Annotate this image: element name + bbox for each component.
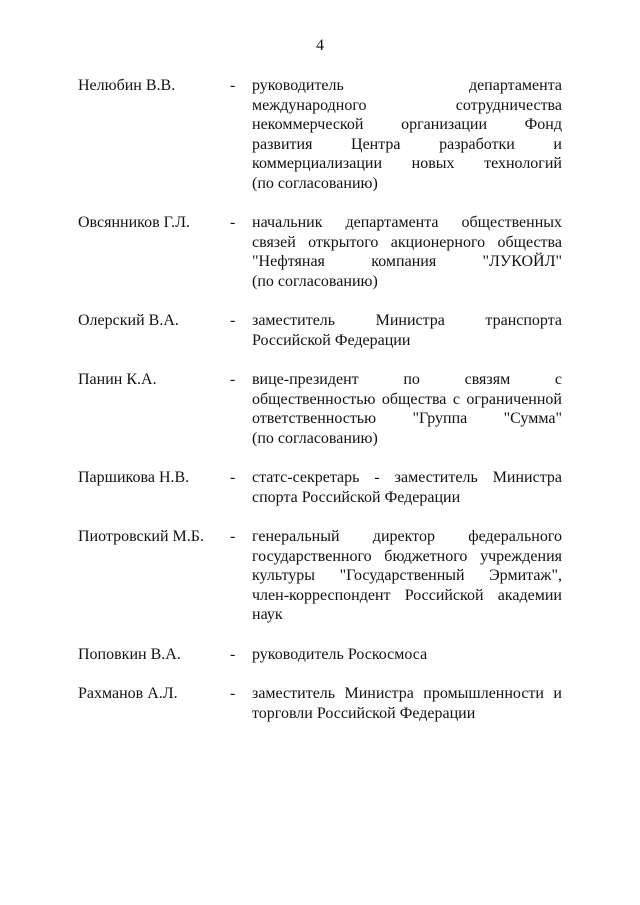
- role-line: заместитель Министра промышленности и: [252, 685, 562, 702]
- member-entry: [78, 370, 562, 448]
- role-line: член-корреспондент Российской академии: [252, 586, 562, 604]
- role-line: заместитель Министра транспорта: [252, 312, 562, 329]
- member-name: Рахманов А.Л.: [78, 685, 178, 702]
- role-line: (по согласованию): [252, 272, 378, 290]
- member-role: [252, 370, 562, 448]
- member-entry: [78, 213, 562, 291]
- role-line: коммерциализации новых технологий: [252, 155, 562, 172]
- separator-dash: -: [230, 469, 236, 486]
- role-line: культуры "Государственный Эрмитаж",: [252, 567, 562, 584]
- member-role: [252, 213, 562, 291]
- separator-dash: -: [230, 685, 236, 702]
- role-line: связей открытого акционерного общества: [252, 233, 562, 251]
- role-line: общественностью общества с ограниченной: [252, 390, 562, 408]
- separator-dash: -: [230, 528, 236, 545]
- separator-dash: -: [230, 214, 236, 231]
- member-list: [78, 76, 562, 743]
- separator-dash: -: [230, 312, 236, 329]
- role-line: (по согласованию): [252, 174, 378, 192]
- role-line: наук: [252, 606, 283, 623]
- member-name: Олерский В.А.: [78, 312, 179, 329]
- role-line: торговли Российской Федерации: [252, 704, 476, 722]
- role-line: спорта Российской Федерации: [252, 488, 461, 506]
- member-role: [252, 468, 562, 507]
- member-entry: [78, 527, 562, 625]
- role-line: некоммерческой организации Фонд: [252, 116, 562, 133]
- page-number: 4: [316, 37, 324, 54]
- separator-dash: -: [230, 645, 236, 663]
- role-line: генеральный директор федерального: [252, 528, 562, 545]
- role-line: вице-президент по связям с: [252, 371, 562, 388]
- member-role: [252, 311, 562, 350]
- member-entry: [78, 684, 562, 723]
- role-line: руководитель департамента: [252, 77, 562, 94]
- member-name: Пиотровский М.Б.: [78, 528, 204, 545]
- role-line: ответственностью "Группа "Сумма": [252, 410, 562, 427]
- role-line: (по согласованию): [252, 429, 378, 447]
- role-line: международного сотрудничества: [252, 96, 562, 114]
- role-line: статс-секретарь - заместитель Министра: [252, 469, 562, 486]
- member-name: Овсянников Г.Л.: [78, 214, 190, 231]
- member-entry: [78, 468, 562, 507]
- member-role: [252, 645, 562, 665]
- role-line: начальник департамента общественных: [252, 214, 562, 231]
- role-line: развития Центра разработки и: [252, 135, 562, 153]
- member-role: [252, 684, 562, 723]
- member-name: Нелюбин В.В.: [78, 77, 176, 94]
- member-name: Панин К.А.: [78, 371, 157, 388]
- role-line: руководитель Роскосмоса: [252, 645, 428, 663]
- role-line: государственного бюджетного учреждения: [252, 547, 562, 565]
- member-role: [252, 76, 562, 193]
- member-entry: [78, 645, 562, 665]
- role-line: "Нефтяная компания "ЛУКОЙЛ": [252, 253, 562, 270]
- separator-dash: -: [230, 77, 236, 94]
- role-line: Российской Федерации: [252, 331, 411, 349]
- member-entry: [78, 76, 562, 193]
- member-role: [252, 527, 562, 625]
- member-name: Поповкин В.А.: [78, 645, 181, 663]
- member-entry: [78, 311, 562, 350]
- member-name: Паршикова Н.В.: [78, 469, 190, 486]
- separator-dash: -: [230, 371, 236, 388]
